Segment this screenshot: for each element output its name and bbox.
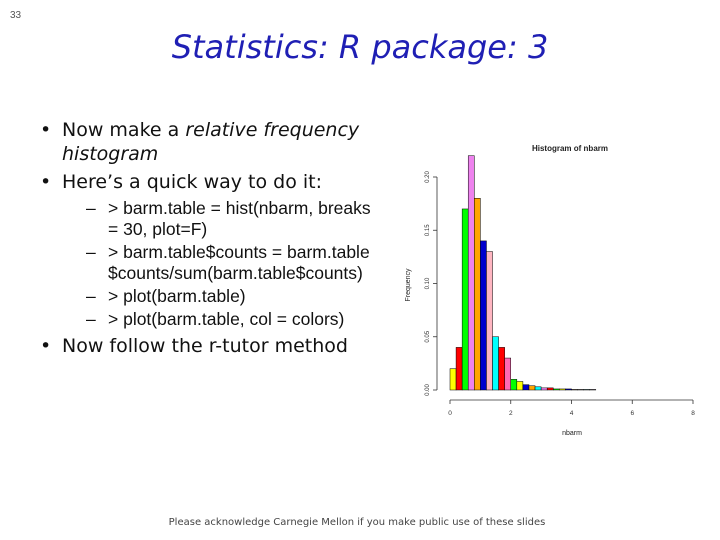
bullet-dot: • — [40, 335, 52, 357]
dash-marker: – — [86, 198, 96, 218]
y-tick-label: 0.15 — [425, 224, 431, 237]
x-tick-label: 2 — [508, 410, 513, 417]
slide-number: 33 — [10, 10, 22, 21]
x-tick-label: 4 — [569, 410, 574, 417]
x-axis — [448, 400, 695, 417]
histogram-bar — [474, 198, 480, 390]
histogram-bar — [565, 389, 571, 390]
dash-marker: – — [86, 242, 96, 262]
histogram-bar — [572, 389, 578, 390]
histogram-bar — [480, 241, 486, 390]
histogram-bar — [511, 379, 517, 390]
histogram-bar — [535, 387, 541, 390]
histogram-bar — [462, 209, 468, 390]
histogram-bar — [523, 385, 529, 390]
y-tick-label: 0.10 — [425, 277, 431, 290]
histogram-bar — [553, 389, 559, 390]
slide-title: Statistics: R package: 3 — [171, 28, 549, 66]
y-tick-label: 0.05 — [425, 330, 431, 343]
bullet-dot: • — [40, 119, 52, 141]
sub-bullet-plot-colors: – > plot(barm.table, col = colors) — [86, 309, 345, 329]
y-tick-label: 0.00 — [425, 384, 431, 396]
x-tick-label: 8 — [691, 410, 695, 417]
histogram-bar — [541, 388, 547, 390]
sub-bullet-plot: – > plot(barm.table) — [86, 286, 246, 306]
slide-body — [40, 118, 380, 362]
chart-title: Histogram of nbarm — [531, 144, 609, 153]
histogram-bar — [559, 389, 565, 390]
histogram-bar — [493, 337, 499, 390]
y-tick-label: 0.20 — [425, 171, 431, 183]
y-axis-label: Frequency — [405, 268, 412, 302]
histogram-bar — [584, 389, 590, 390]
histogram-bar — [468, 156, 474, 390]
sub-bullet-counts: – > barm.table$counts = barm.table$counts/sum(barm.table$counts) — [86, 242, 370, 283]
histogram-bar — [547, 388, 553, 390]
histogram-bars — [450, 156, 596, 390]
dash-marker: – — [86, 286, 96, 306]
bullet-quick-way: • Here’s a quick way to do it: — [40, 171, 323, 193]
histogram-bar — [450, 369, 456, 390]
sub-bullet-hist: – > barm.table = hist(nbarm, breaks = 30, plot=F) — [86, 198, 371, 239]
histogram-bar — [578, 389, 584, 390]
bullet-relative-histogram: • Now make a relative frequency histogram — [40, 119, 360, 165]
histogram-bar — [529, 386, 535, 390]
histogram-bar — [505, 358, 511, 390]
x-tick-label: 6 — [630, 410, 635, 417]
bullet-dot: • — [40, 171, 52, 193]
x-axis-label: nbarm — [562, 430, 582, 437]
bullet-r-tutor: • Now follow the r-tutor method — [40, 335, 348, 357]
histogram-bar — [590, 389, 596, 390]
histogram-bar — [499, 347, 505, 390]
histogram-chart — [395, 135, 705, 445]
footer-note: Please acknowledge Carnegie Mellon if you make public use of these slides — [168, 517, 546, 528]
histogram-bar — [456, 347, 462, 390]
histogram-bar — [486, 252, 492, 390]
y-axis — [425, 171, 437, 396]
x-tick-label: 0 — [448, 410, 452, 417]
histogram-bar — [517, 381, 523, 390]
dash-marker: – — [86, 309, 96, 329]
